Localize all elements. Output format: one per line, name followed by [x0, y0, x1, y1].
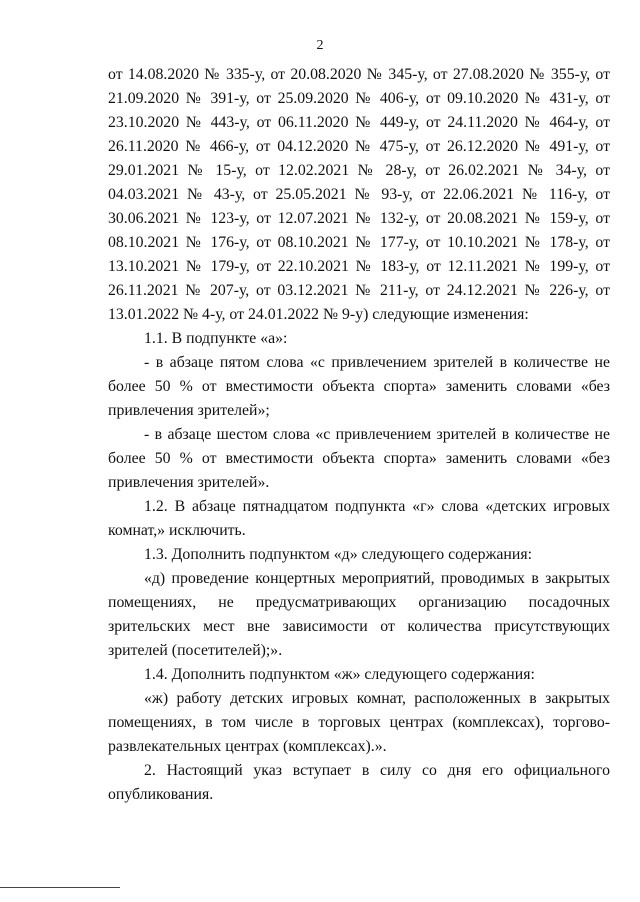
paragraph-1-3-text: «д) проведение концертных мероприятий, проводимых в закрытых помещениях, не предусматривающих организацию посадочных зрительских мест вне зависимости от количества присутствующих зрителей (посетителей);».	[108, 570, 610, 659]
paragraph-1-1: 1.1. В подпункте «а»:	[144, 330, 288, 347]
paragraph-1-4-text: «ж) работу детских игровых комнат, расположенных в закрытых помещениях, в том числе в торговых центрах (комплексах), торгово-развлекательных центрах (комплексах).».	[108, 690, 610, 755]
paragraph-1-4: 1.4. Дополнить подпунктом «ж» следующего содержания:	[144, 666, 535, 683]
paragraph-2: 2. Настоящий указ вступает в силу со дня его официального опубликования.	[108, 762, 610, 803]
document-body	[108, 63, 610, 807]
paragraph-1-3: 1.3. Дополнить подпунктом «д» следующего содержания:	[144, 546, 532, 563]
page-number: 2	[316, 38, 324, 53]
paragraph-1-2: 1.2. В абзаце пятнадцатом подпункта «г» слова «детских игровых комнат,» исключить.	[108, 498, 610, 539]
footer-divider	[0, 887, 120, 888]
paragraph-1-1-item-2: - в абзаце шестом слова «с привлечением зрителей в количестве не более 50 % от вместимости объекта спорта» заменить словами «без привлечения зрителей».	[108, 426, 610, 491]
paragraph-amendment-list: от 14.08.2020 № 335-у, от 20.08.2020 № 345-у, от 27.08.2020 № 355-у, от 21.09.2020 № 391-у, от 25.09.2020 № 406-у, от 09.10.2020 № 431-у, от 23.10.2020 № 443-у, от 06.11.2020 № 449-у, от 24.11.2020 № 464-у, от 26.11.2020 № 466-у, от 04.12.2020 № 475-у, от 26.12.2020 № 491-у, от 29.01.2021 № 15-у, от 12.02.2021 № 28-у, от 26.02.2021 № 34-у, от 04.03.2021 № 43-у, от 25.05.2021 № 93-у, от 22.06.2021 № 116-у, от 30.06.2021 № 123-у, от 12.07.2021 № 132-у, от 20.08.2021 № 159-у, от 08.10.2021 № 176-у, от 08.10.2021 № 177-у, от 10.10.2021 № 178-у, от 13.10.2021 № 179-у, от 22.10.2021 № 183-у, от 12.11.2021 № 199-у, от 26.11.2021 № 207-у, от 03.12.2021 № 211-у, от 24.12.2021 № 226-у, от 13.01.2022 № 4-у, от 24.01.2022 № 9-у) следующие изменения:	[108, 66, 610, 323]
paragraph-1-1-item-1: - в абзаце пятом слова «с привлечением зрителей в количестве не более 50 % от вместимости объекта спорта» заменить словами «без привлечения зрителей»;	[108, 354, 610, 419]
